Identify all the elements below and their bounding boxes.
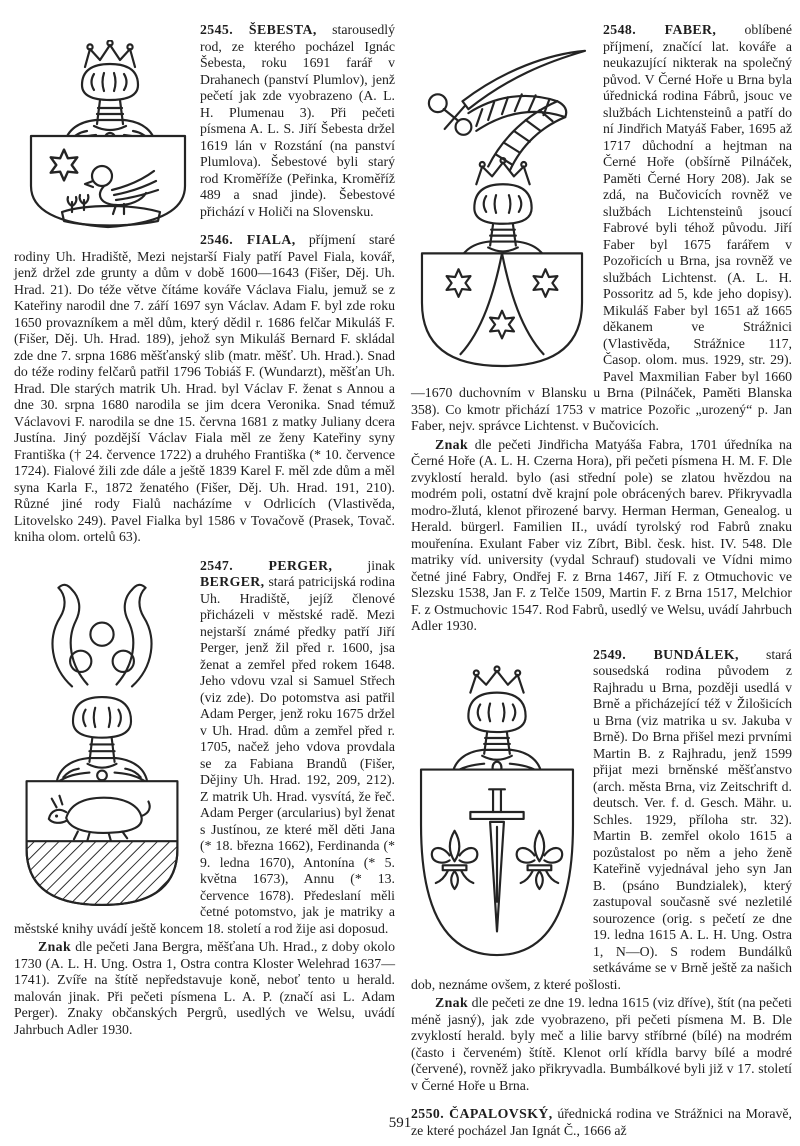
entry-paragraph	[411, 22, 792, 435]
entry-text: úřednická rodina ve Strážnici na Moravě, ze které pocházel Jan Ignát Č., 1666 až	[411, 1106, 792, 1138]
entry-number-name: 2547. PERGER,	[200, 557, 333, 573]
faber-arms-illustration	[411, 40, 593, 368]
entry-paragraph	[411, 647, 792, 994]
entry-fiala	[14, 232, 395, 546]
coat-of-arms-bundalek	[411, 665, 583, 961]
entry-number-name: 2545. ŠEBESTA,	[200, 22, 317, 37]
entry-sebesta	[14, 22, 395, 220]
entry-text: příjmení staré rodiny Uh. Hradiště, Mezi nejstarší Fialy patří Pavel Fiala, kovář, jenž držel zde grunty a dům v době 1600—1643 (Fišer, Děj. Uh. Hrad. 21). Do téže větve čítáme kováře Václava Fialu, jemuž se z Kateřiny narodil dne 7. září 1697 syn Václav. Adam F. byl zde roku 1650 provazníkem a měl dům, který dědil r. 1686 felčar Mikuláš F. (Fišer, Děj. Uh. Hrad. 189), jehož syn Mikuláš Bernard F. skládal zde dne 7. srpna 1686 měšťanský slib (matr. měšť. Uh. Hrad.). Snad do téže rodiny felčarů patřil 1796 Tobiáš F. (Wundarzt), měšťan Uh. Hrad. Dle starých matrik Uh. Hrad. byl Václav F. ženat s Annou a dne 30. srpna 1680 narodila se jim dcera Veronika. Snad témuž Václavovi F. narodila se dne 15. června 1681 z matky Juliany dcera Justína. Jiný pozdější Václav Fiala měl ze ženy Kateřiny syny Františka († 24. července 1722) a druhého Františka (* 10. července 1724). Fialové žili zde dále a ještě 1839 Karel F. měl zde dům a měl syna Karla F., 1872 ženatého (Fišer, Děj. Uh. Hrad. 191, 210). Různé jiné rody Fialů nacházíme v Odrlicích (Vlastivěda, Litovelsko 249). Pavel Fialka byl 1586 v Tovačově (Prasek, Tovač. kniha olom. ortelů 63).	[14, 232, 395, 544]
right-column	[411, 22, 792, 1139]
left-column	[14, 22, 395, 1139]
page-number: 591	[388, 1115, 412, 1131]
entry-text: stará patricijská rodina Uh. Hradiště, jejíž členové přicházeli v městské radě. Mezi nejstarší známé předky patří Jiří Perger, jenž žil před r. 1600, jsa ženat a zemřel před rokem 1648. Jeho vdovu vzal si Samuel Střech (viz zde). Do potomstva asi patřil Adam Perger, jenž roku 1675 držel v Uh. Hrad. dům a zemřel před r. 1705, načež jeho vdova provdala se za Fabiana Brandů (Fišer, Dějiny Uh. Hrad. 192, 209, 212). Z matrik Uh. Hrad. vysvítá, že řeč. Adam Perger (arcularius) byl ženat s Justínou, ze které měl děti Jana (* 18. března 1662), Ferdinanda (* 9. ledna 1670), Antonína (* 5. května 1673), Annu (* 13. července 1678). Předeslaní měli četné potomstvo, jak je matriky a městské knihy uvádí ještě koncem 18. století a rod žije asi doposud.	[14, 574, 396, 936]
perger-arms-illustration	[14, 576, 190, 911]
coat-of-arms-sebesta	[14, 40, 190, 232]
coat-of-arms-perger	[14, 576, 190, 911]
znak-paragraph	[411, 995, 792, 1094]
entry-alt-name: BERGER,	[200, 574, 265, 589]
entry-bundalek	[411, 647, 792, 1095]
znak-text: dle pečeti ze dne 19. ledna 1615 (viz dříve), štít (na pečeti méně jasný), jak zde vyobrazeno, při pečeti písmena M. B. Dle zvyklostí herald. byly meč a lilie barvy stříbrné (bílé) na modrém (často i červeném) štítě. Klenot orlí křídla barvy bílé a modré (červené), rovněž jako přikryvadla. Bumbálkové byli již v 17. století v Černé Hoře u Brna.	[411, 995, 792, 1093]
entry-heading-mid: jinak	[367, 557, 395, 573]
entry-paragraph	[14, 558, 395, 938]
entry-text: oblíbené příjmení, značící lat. kováře a neukazující nikterak na společný původ. V Černé Hoře u Brna byla úřednická rodina Fábrů, jsouc ve službách Lichtensteinů a patří do ní Jindřich Matyáš Faber, 1695 až 1717 důchodní a hejtman na Černé Hoře (obšírně Pilnáček, Paměti Černé Hory 208). Jak se zdá, na Bučovicích rovněž ve službách Lichtensteinů jsoucí Fabrové byli téhož původu. Jiří Faber byl 1675 farářem v Pozořicích u Brna, jsa rovněž ve službách Lichtenst. (A. L. H. Possoritz ad 5, kde jeho dopisy). Mikuláš Faber byl 1651 až 1665 děkanem ve Strážnici (Vlastivěda, Strážnice 117, Časop. olom. mus. 1929, str. 29). Pavel Maxmilian Faber byl 1660—1670 duchovním v Blansku u Brna (Pilnáček, Paměti Blanska 358). Co kmotr přichází 1753 v matrice Pozořic „urozený“ p. Jan Faber, nejv. správce Lichtenst. v Bučovicích.	[411, 22, 793, 433]
entry-faber	[411, 22, 792, 635]
entry-paragraph	[14, 232, 395, 546]
znak-label: Znak	[435, 436, 469, 452]
entry-number-name: 2549. BUNDÁLEK,	[593, 646, 739, 662]
znak-label: Znak	[38, 939, 72, 954]
entry-text: stará sousedská rodina původem z Rajhradu u Brna, později usedlá v Brně a přicházející též v Žilošicích u Brna (viz matrika u sv. Jakuba v Brně). Do Brna přišel mezi prvními Martin B. z Rajhradu, jenž 1599 přijat mezi brněnské měšťanstvo (arch. města Brna, viz Zeitschrift d. deutsch. Ver. f. d. Gesch. Mähr. u. Schles. 1929, příloha str. 32). Martin B. zemřel okolo 1615 a pozůstalost po něm a jeho ženě Kateřině vyjednával jeho syn Jan B. (psáno Bundzialek), který zastupoval současně své nezletilé sourozence (orig. s pečetí ze dne 19. ledna 1615 A. L. H. Ung. Ostra 1, N—O). S rodem Bundálků setkáváme se v Brně ještě za našich dob, neznáme ovšem, z které pošlosti.	[411, 646, 793, 992]
znak-text: dle pečeti Jindřicha Matyáša Fabra, 1701 úředníka na Černé Hoře (A. L. H. Czerna Hora), při pečeti písmena H. M. F. Dle zvyklostí herald. bylo (asi střední pole) se zlatou hvězdou na modrém poli, ostatní dvě krajní pole obrácených barev. Přikryvadla modro-žlutá, klenot přirozené barvy. Herman Herman, Genealog. u Herald. bürgerl. Familien II., uvádí tyrolský rod Fabrů znaku mouřenína. Exulant Faber viz Zíbrt, Bibl. česk. hist. IV. 548. Dle matriky víd. university (vydal Schrauf) studovali ve Vídni mimo četné jiné Fabry, Ondřej F. z Brna 1467, Jiří F. z Otmuchovic ve Slezsku 1538, Jan F. z Telče 1509, Martin F. z Brna 1517, Melchior F. z Ostmuchovic 1547. Rod Fabrů, usedlý ve Welsu, uvádí Jahrbuch Adler 1930.	[411, 436, 792, 633]
entry-number-name: 2550. ČAPALOVSKÝ,	[411, 1106, 553, 1121]
znak-text: dle pečeti Jana Bergra, měšťana Uh. Hrad., z doby okolo 1730 (A. L. H. Ung. Ostra 1, Ostra contra Kloster Welehrad 1637—1741). Zvíře na štítě nepředstavuje koně, neboť tento u herald. malován jinak. Při pečeti písmena L. A. P. (značí asi L. Adam Perger). Znaky občanských Pergrů, usedlých ve Welsu, uvádí Jahrbuch Adler 1930.	[14, 939, 395, 1037]
sebesta-arms-illustration	[14, 40, 190, 232]
znak-paragraph	[411, 437, 792, 635]
entry-number-name: 2546. FIALA,	[200, 232, 296, 247]
znak-label: Znak	[435, 995, 469, 1010]
entry-paragraph	[14, 22, 395, 220]
znak-paragraph	[14, 939, 395, 1038]
entry-text: starousedlý rod, ze kterého pocházel Ignác Šebesta, roku 1691 farář v Drahanech (panství Plumlov), jenž pečetí jak zde vyobrazeno (A. L. H. Plumenau 3). Při pečeti písmena A. L. S. Jiří Šebesta držel 1619 lán v Rozstání (na panství Plumlova). Šebestové byli starý rod Kroměříže (Peřinka, Kroměříž 489 a snad jinde). Šebestové přichází v Holiči na Slovensku.	[200, 22, 395, 219]
bundalek-arms-illustration	[411, 665, 583, 961]
entry-number-name: 2548. FABER,	[603, 22, 717, 37]
coat-of-arms-faber	[411, 40, 593, 368]
entry-perger	[14, 558, 395, 1039]
